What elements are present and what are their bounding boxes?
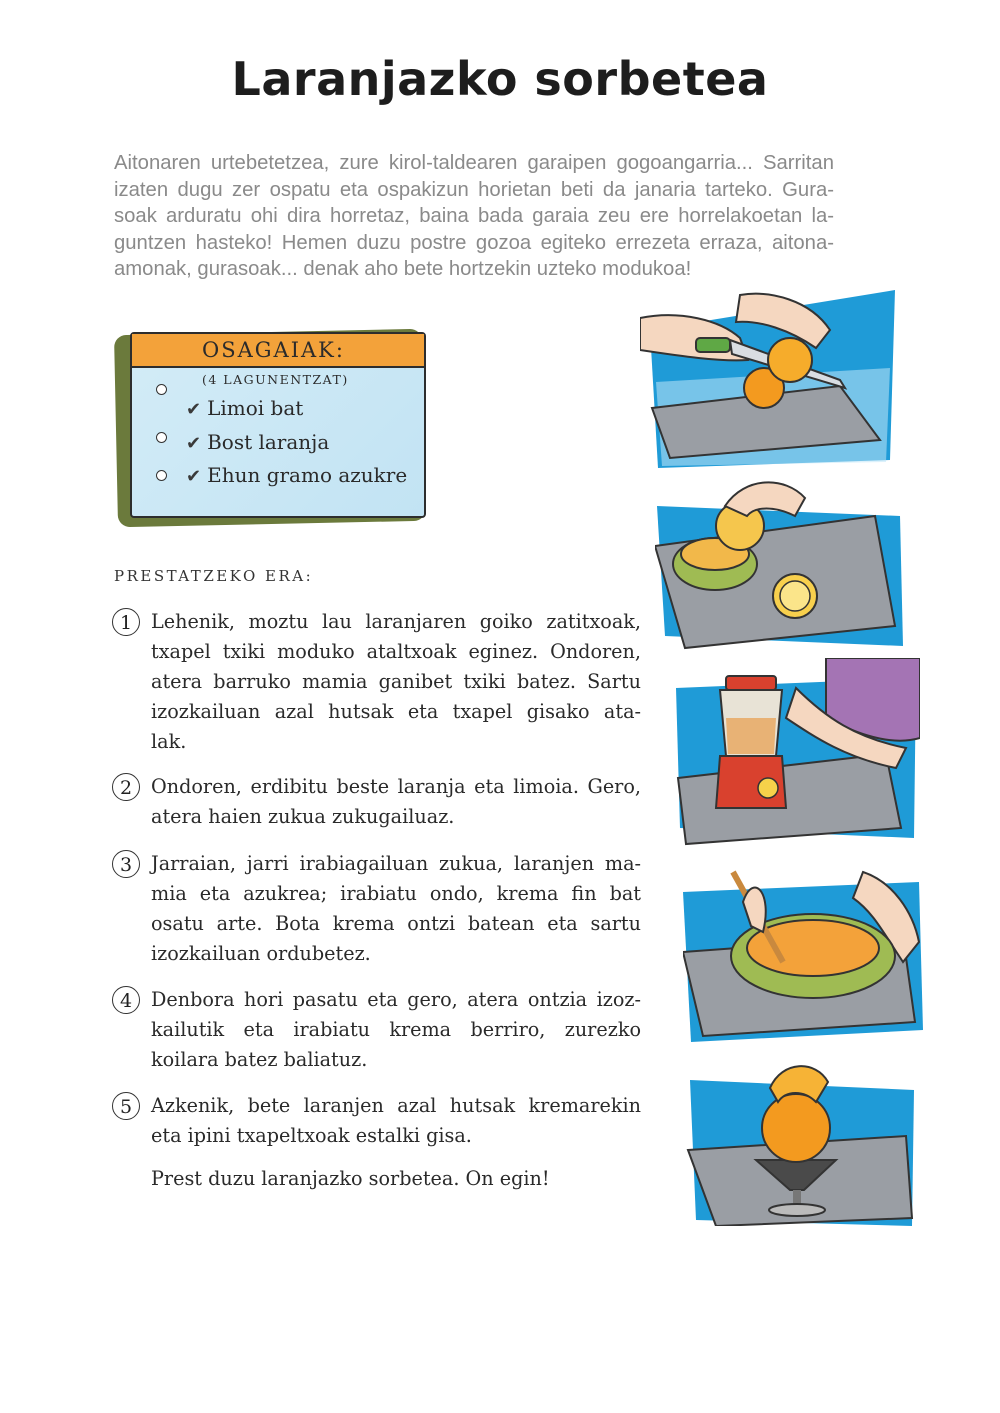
step-text: Azkenik, bete laranjen azal hutsak kremarekin eta ipini txapeltxoak estalki gisa. — [151, 1094, 641, 1147]
stirring-bowl-illustration — [683, 852, 923, 1042]
cutting-orange-illustration — [640, 290, 900, 468]
checkmark-icon: ✔ — [186, 466, 202, 487]
step-text: Denbora hori pasatu eta gero, atera ontzia izoz- kailutik eta irabiatu krema berriro, zurezko koilara batez baliatuz. — [151, 988, 641, 1071]
checkmark-icon: ✔ — [186, 399, 202, 420]
method-heading: PRESTATZEKO ERA: — [114, 567, 314, 585]
step-number: 1 — [112, 608, 140, 636]
closing-line: Prest duzu laranjazko sorbetea. On egin! — [151, 1167, 550, 1190]
page-title: Laranjazko sorbetea — [231, 52, 769, 106]
ingredient-item: ✔ Limoi bat — [186, 396, 304, 420]
ingredient-item: ✔ Ehun gramo azukre — [186, 463, 408, 487]
ingredients-title: OSAGAIAK: — [202, 338, 345, 362]
binder-hole-icon — [156, 432, 167, 443]
blender-illustration — [676, 658, 920, 848]
ingredients-subtitle: (4 LAGUNENTZAT) — [202, 372, 349, 387]
squeezing-juice-illustration — [655, 476, 905, 652]
binder-hole-icon — [156, 470, 167, 481]
step-text: Lehenik, moztu lau laranjaren goiko zatitxoak, txapel txiki moduko ataltxoak eginez. Ondoren, atera barruko mamia ganibet txiki batez. Sartu izozkailuan azal hutsak eta txapel gisako ata- lak. — [151, 610, 641, 753]
intro-line: guntzen hasteko! Hemen duzu postre gozoa egiteko errezeta erraza, aitona- — [114, 231, 834, 254]
checkmark-icon: ✔ — [186, 433, 202, 454]
ingredients-card — [112, 326, 430, 528]
step-text: Jarraian, jarri irabiagailuan zukua, laranjen ma- mia eta azukrea; irabiatu ondo, krema fin bat osatu arte. Bota krema ontzi batean eta sartu izozkailuan ordubetez. — [151, 852, 641, 965]
intro-line: Aitonaren urtebetetzea, zure kirol-taldearen garaipen gogoangarria... Sarritan — [114, 152, 834, 174]
step-text: Ondoren, erdibitu beste laranja eta limoia. Gero, atera haien zukua zukugailuaz. — [151, 775, 641, 828]
ingredient-item: ✔ Bost laranja — [186, 430, 330, 454]
sorbet-glass-illustration — [686, 1050, 916, 1226]
intro-line: amonak, gurasoak... denak aho bete hortzekin uzteko modukoa! — [114, 258, 692, 281]
ingredients-note — [130, 332, 426, 518]
intro-paragraph — [114, 150, 834, 283]
intro-line: izaten dugu zer ospatu eta ospakizun horietan beti da janaria tarteko. Gura- — [114, 178, 834, 201]
step-number: 5 — [112, 1092, 140, 1120]
intro-line: soak arduratu ohi dira horretaz, baina bada garaia zeu ere horrelakoetan la- — [114, 205, 834, 228]
step-number: 4 — [112, 986, 140, 1014]
step-number: 2 — [112, 773, 140, 801]
binder-hole-icon — [156, 384, 167, 395]
step-number: 3 — [112, 850, 140, 878]
